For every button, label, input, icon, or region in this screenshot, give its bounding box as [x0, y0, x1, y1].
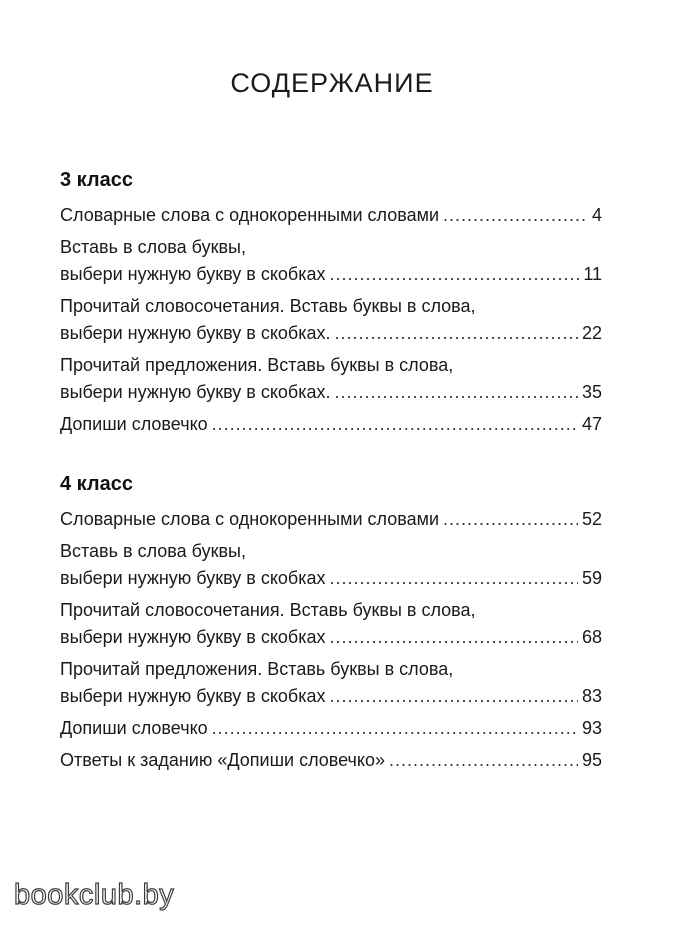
toc-entry	[60, 538, 602, 592]
toc-entry	[60, 597, 602, 651]
page-number: 93	[581, 718, 602, 738]
section-grade-4	[60, 472, 602, 779]
toc-entry	[60, 202, 602, 229]
toc-entry	[60, 234, 602, 288]
leader-dots	[335, 379, 578, 406]
page-number: 47	[581, 414, 602, 434]
entry-title-line-2: выбери нужную букву в скобках	[60, 264, 326, 284]
toc-entry	[60, 411, 602, 438]
leader-dots	[330, 683, 578, 710]
leader-dots	[212, 715, 578, 742]
page-number: 95	[581, 750, 602, 770]
entry-title-line-1: Прочитай словосочетания. Вставь буквы в слова,	[60, 296, 476, 316]
leader-dots	[443, 202, 588, 229]
entry-title-line-2: выбери нужную букву в скобках.	[60, 323, 331, 343]
page-number: 22	[581, 323, 602, 343]
entry-title-line-2: выбери нужную букву в скобках	[60, 686, 326, 706]
toc-entry	[60, 352, 602, 406]
leader-dots	[212, 411, 578, 438]
entry-title: Ответы к заданию «Допиши словечко»	[60, 750, 386, 770]
page-number: 59	[581, 568, 602, 588]
page-number: 52	[581, 509, 602, 529]
page-number: 35	[581, 382, 602, 402]
leader-dots	[330, 624, 578, 651]
entry-title: Допиши словечко	[60, 414, 208, 434]
leader-dots	[443, 506, 578, 533]
entry-title-line-1: Вставь в слова буквы,	[60, 541, 246, 561]
entry-title: Словарные слова с однокоренными словами	[60, 205, 440, 225]
entry-title-line-1: Прочитай предложения. Вставь буквы в слова,	[60, 659, 454, 679]
watermark: bookclub.by	[14, 879, 175, 911]
entry-title-line-1: Вставь в слова буквы,	[60, 237, 246, 257]
section-heading: 3 класс	[60, 169, 134, 191]
page-number: 68	[581, 627, 602, 647]
entry-title-line-2: выбери нужную букву в скобках	[60, 568, 326, 588]
entry-title-line-1: Прочитай предложения. Вставь буквы в слова,	[60, 355, 454, 375]
page-number: 83	[581, 686, 602, 706]
toc-entry	[60, 747, 602, 774]
toc-entry	[60, 506, 602, 533]
entry-title-line-1: Прочитай словосочетания. Вставь буквы в слова,	[60, 600, 476, 620]
leader-dots	[330, 565, 578, 592]
toc-entry	[60, 715, 602, 742]
toc-entry	[60, 656, 602, 710]
leader-dots	[389, 747, 578, 774]
entry-title: Допиши словечко	[60, 718, 208, 738]
entry-title: Словарные слова с однокоренными словами	[60, 509, 440, 529]
page-number: 4	[591, 205, 602, 225]
page-title: СОДЕРЖАНИЕ	[230, 68, 434, 98]
section-heading: 4 класс	[60, 473, 134, 495]
leader-dots	[330, 261, 580, 288]
entry-title-line-2: выбери нужную букву в скобках	[60, 627, 326, 647]
section-grade-3	[60, 168, 602, 443]
page-number: 11	[583, 264, 602, 284]
entry-title-line-2: выбери нужную букву в скобках.	[60, 382, 331, 402]
toc-entry	[60, 293, 602, 347]
leader-dots	[335, 320, 578, 347]
